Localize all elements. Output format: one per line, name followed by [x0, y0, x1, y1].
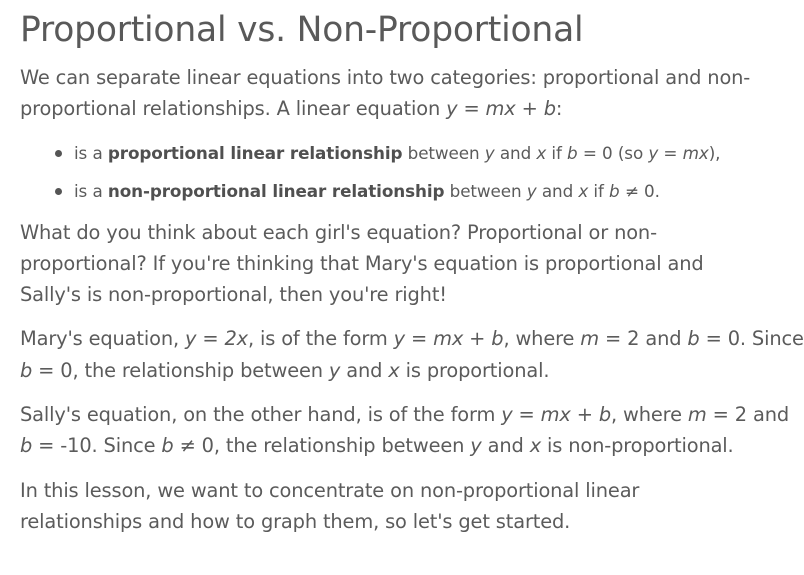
intro-paragraph: We can separate linear equations into two categories: proportional and non- proportional relationships. A linear equation y = mx + b: [20, 66, 751, 121]
bullet-icon [55, 188, 62, 195]
list-item: is a proportional linear relationship between y and x if b = 0 (so y = mx), [50, 139, 768, 167]
equation: y = mx + b [501, 403, 612, 427]
mary-paragraph: Mary's equation, y = 2x, is of the form y = mx + b, where m = 2 and b = 0. Since b = 0, the relationship between y and x is proportional. [20, 327, 804, 382]
sally-paragraph: Sally's equation, on the other hand, is of the form y = mx + b, where m = 2 and b = -10. Since b ≠ 0, the relationship between y and x is non-proportional. [20, 403, 789, 458]
term: non-proportional linear relationship [107, 180, 445, 201]
definition-list [20, 139, 768, 205]
equation: y = mx + b [393, 327, 504, 351]
page-title: Proportional vs. Non-Proportional [20, 10, 584, 50]
question-paragraph: What do you think about each girl's equation? Proportional or non- proportional? If you're thinking that Mary's equation is proportional and Sally's is non-proportional, then you're right! [20, 220, 704, 307]
equation: y = 2x [185, 327, 248, 351]
list-item: is a non-proportional linear relationship between y and x if b ≠ 0. [50, 177, 768, 205]
equation: y = mx + b [446, 97, 556, 121]
closing-paragraph: In this lesson, we want to concentrate on non-proportional linear relationships and how to graph them, so let's get started. [20, 478, 640, 533]
term: proportional linear relationship [107, 142, 403, 163]
intro-line-2: proportional relationships. A linear equation [20, 97, 447, 121]
bullet-icon [55, 150, 62, 157]
equation: y = mx [648, 142, 709, 163]
intro-line-1: We can separate linear equations into two categories: proportional and non- [20, 66, 751, 89]
